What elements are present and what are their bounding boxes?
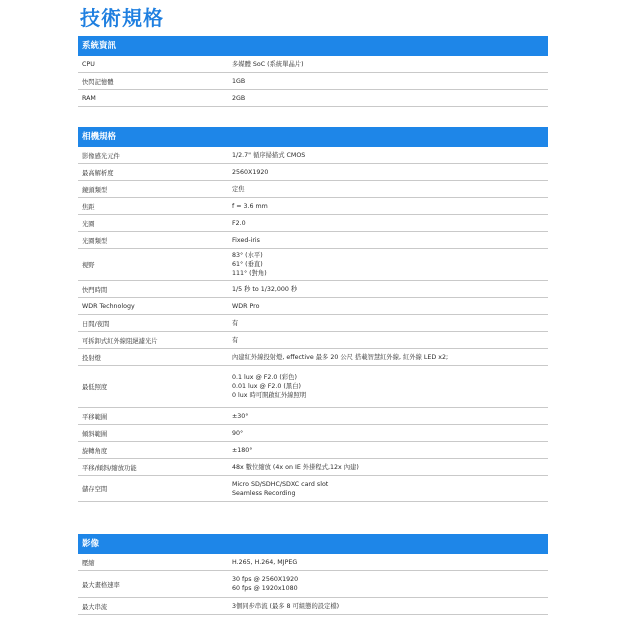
spec-value-line: 1/2.7" 循序掃描式 CMOS (232, 151, 306, 159)
page-title: 技術規格 (80, 6, 164, 30)
spec-row (78, 90, 548, 107)
spec-value (232, 219, 548, 228)
spec-row (78, 366, 548, 408)
spec-value-line: 有 (232, 336, 239, 344)
spec-value (232, 319, 548, 328)
spec-row (78, 164, 548, 181)
spec-label: 可拆卸式紅外線阻絕濾光片 (82, 337, 158, 345)
spec-label: 旋轉角度 (82, 447, 108, 455)
spec-row (78, 476, 548, 502)
spec-row (78, 298, 548, 315)
spec-value (232, 429, 548, 438)
spec-value-line: 2GB (232, 94, 246, 102)
spec-label: 最大畫格速率 (82, 581, 120, 589)
spec-row (78, 332, 548, 349)
spec-label: 壓縮 (82, 559, 95, 567)
spec-row (78, 459, 548, 476)
spec-value-line: H.265, H.264, MJPEG (232, 558, 298, 566)
spec-value-line: 2560X1920 (232, 168, 269, 176)
spec-value-line: Fixed-iris (232, 236, 260, 244)
spec-value-line: 48x 數位縮放 (4x on IE 外掛程式,12x 內建) (232, 463, 359, 471)
spec-label: 最大串流 (82, 603, 108, 611)
spec-label: 平移範圍 (82, 413, 108, 421)
spec-value-line: 61° (垂直) (232, 261, 263, 268)
spec-value-line: WDR Pro (232, 302, 260, 310)
spec-value-line: ±30° (232, 412, 249, 420)
spec-label: 最高解析度 (82, 169, 114, 177)
spec-label: 焦距 (82, 203, 95, 211)
spec-row (78, 249, 548, 281)
spec-value-line: 1GB (232, 77, 246, 85)
spec-row (78, 56, 548, 73)
spec-value (232, 353, 548, 362)
spec-value (232, 575, 548, 593)
spec-label: CPU (82, 60, 95, 68)
spec-row (78, 554, 548, 571)
spec-value (232, 336, 548, 345)
section-header: 系統資訊 (78, 36, 548, 56)
spec-value (232, 60, 548, 69)
spec-section (78, 36, 548, 107)
spec-section (78, 127, 548, 502)
spec-row (78, 442, 548, 459)
spec-label: 平移/傾斜/縮放功能 (82, 464, 137, 472)
spec-row (78, 198, 548, 215)
spec-row (78, 181, 548, 198)
spec-row (78, 147, 548, 164)
spec-value (232, 373, 548, 400)
spec-value (232, 236, 548, 245)
spec-section (78, 534, 548, 615)
spec-value-line: Micro SD/SDHC/SDXC card slot (232, 480, 329, 488)
spec-row (78, 408, 548, 425)
spec-value-line: 90° (232, 429, 244, 437)
spec-value-line: 60 fps @ 1920x1080 (232, 585, 298, 592)
spec-value (232, 412, 548, 421)
spec-row (78, 232, 548, 249)
spec-row (78, 598, 548, 615)
spec-value-line: Seamless Recording (232, 489, 296, 497)
spec-value-line: 30 fps @ 2560X1920 (232, 576, 299, 583)
spec-label: 最低照度 (82, 384, 108, 391)
spec-row (78, 215, 548, 232)
spec-value-line: 3個同步串流 (最多 8 可組態的設定檔) (232, 602, 340, 610)
spec-value-line: F2.0 (232, 219, 246, 227)
spec-label: 光圈類型 (82, 237, 108, 245)
spec-value (232, 285, 548, 294)
spec-label: WDR Technology (82, 302, 135, 310)
spec-row (78, 73, 548, 90)
spec-value (232, 602, 548, 611)
spec-label: 視野 (82, 262, 95, 269)
spec-label: 影像感光元件 (82, 152, 120, 160)
spec-label: 傾斜範圍 (82, 430, 108, 438)
spec-value-line: 定焦 (232, 185, 245, 193)
spec-label: 投射燈 (82, 354, 101, 362)
spec-value-line: 111° (對角) (232, 270, 267, 277)
spec-value-line: 0.1 lux @ F2.0 (彩色) (232, 374, 297, 381)
spec-value (232, 463, 548, 472)
spec-value (232, 446, 548, 455)
spec-row (78, 281, 548, 298)
spec-row (78, 571, 548, 598)
spec-label: 光圈 (82, 220, 95, 228)
spec-value (232, 251, 548, 278)
spec-value-line: 0.01 lux @ F2.0 (黑白) (232, 383, 301, 390)
spec-row (78, 315, 548, 332)
spec-value (232, 480, 548, 498)
spec-row (78, 349, 548, 366)
spec-value (232, 185, 548, 194)
spec-label: 快門時間 (82, 286, 108, 294)
spec-label: 日間/夜間 (82, 320, 110, 328)
spec-value-line: 1/5 秒 to 1/32,000 秒 (232, 285, 298, 293)
spec-value-line: 多媒體 SoC (系統單晶片) (232, 60, 304, 68)
section-header: 影像 (78, 534, 548, 554)
spec-value (232, 94, 548, 103)
spec-value-line: 內建紅外線投射燈, effective 最多 20 公尺 搭載智慧紅外線, 紅外線 LED x2; (232, 353, 449, 361)
spec-value-line: 有 (232, 319, 239, 327)
spec-value-line: 83° (水平) (232, 252, 263, 259)
spec-label: 快閃記憶體 (82, 78, 114, 86)
spec-row (78, 425, 548, 442)
spec-value (232, 168, 548, 177)
spec-value (232, 151, 548, 160)
spec-label: 鏡頭類型 (82, 186, 108, 194)
spec-value-line: f = 3.6 mm (232, 202, 268, 210)
spec-value (232, 558, 548, 567)
spec-value (232, 302, 548, 311)
spec-label: 儲存空間 (82, 486, 108, 493)
spec-label: RAM (82, 94, 96, 102)
spec-value (232, 77, 548, 86)
spec-value-line: ±180° (232, 446, 253, 454)
spec-value (232, 202, 548, 211)
spec-value-line: 0 lux 時可開啟紅外線照明 (232, 392, 307, 399)
section-header: 相機規格 (78, 127, 548, 147)
